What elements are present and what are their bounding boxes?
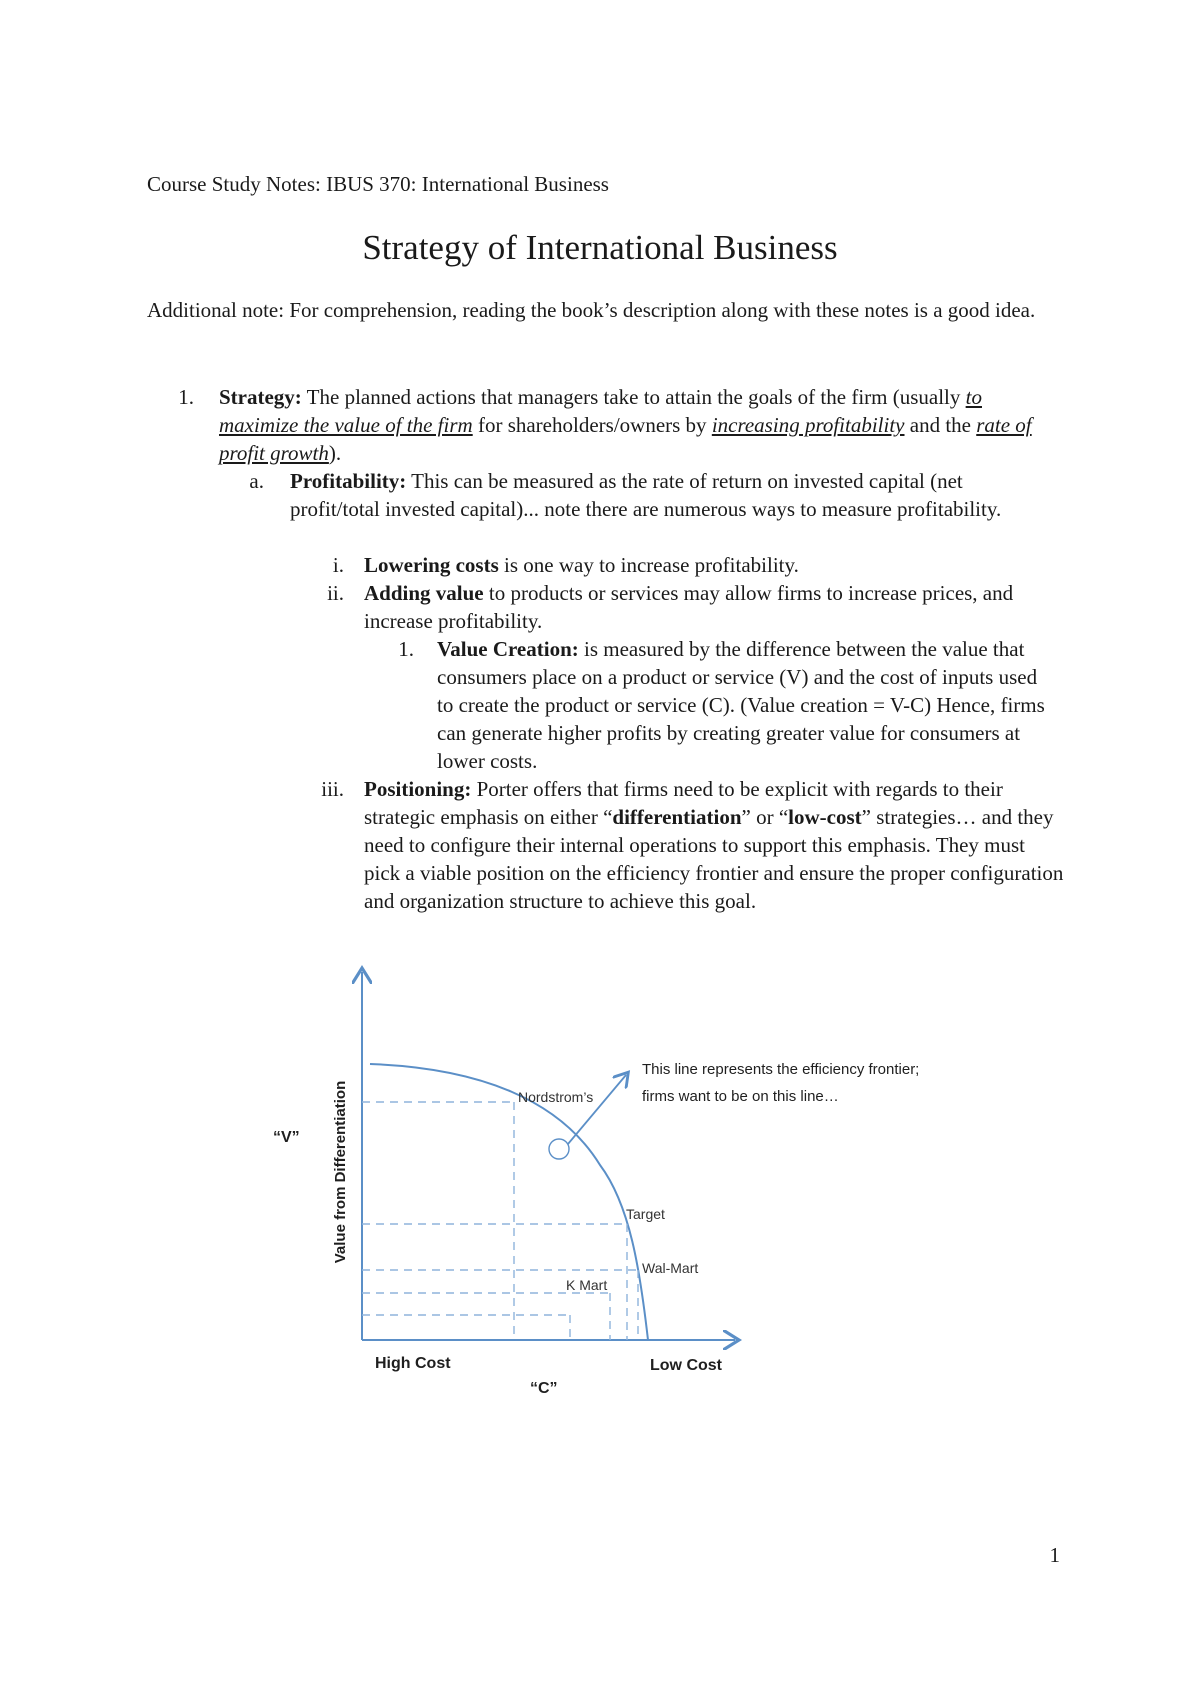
strategy-item: Strategy: The planned actions that managers take to attain the goals of the firm (usually to maximize the value of the firm for shareholders/owners by increasing profitability and the rate of profit growth).	[219, 385, 1032, 465]
adding-value-item: Adding value to products or services may allow firms to increase prices, and increase profitability.	[364, 581, 1014, 633]
list-marker: iii.	[321, 777, 344, 801]
high-cost-label: High Cost	[375, 1355, 451, 1372]
strategy-term: Strategy:	[219, 385, 302, 409]
additional-note: Additional note: For comprehension, reading the book’s description along with these notes is a good idea.	[147, 298, 1036, 322]
v-label: “V”	[273, 1129, 300, 1146]
annotation-arrow	[568, 1075, 626, 1144]
emphasis: increasing profitability	[711, 413, 905, 437]
low-cost-label: Low Cost	[650, 1357, 722, 1374]
adding-value-term: Adding value	[364, 581, 484, 605]
efficiency-frontier-diagram	[230, 960, 990, 1410]
value-creation-term: Value Creation:	[437, 637, 579, 661]
positioning-item: Positioning: Porter offers that firms need to be explicit with regards to their strategic emphasis on either “differentiation” or “low-cost” strategies… and they need to configure their internal operations to support this emphasis. They must pick a viable position on the efficiency frontier and ensure the proper configuration and organization structure to achieve this goal.	[364, 777, 1064, 913]
guide-lines	[362, 1102, 638, 1340]
lowering-costs-item: Lowering costs is one way to increase profitability.	[364, 553, 799, 577]
label-kmart: K Mart	[566, 1277, 608, 1293]
emphasis: to maximize the value of the firm	[219, 385, 982, 437]
list-marker: 1.	[178, 385, 194, 409]
label-target: Target	[626, 1206, 665, 1222]
label-walmart: Wal-Mart	[642, 1260, 699, 1276]
c-label: “C”	[530, 1380, 558, 1397]
page-title: Strategy of International Business	[362, 228, 838, 267]
diagram-canvas	[230, 960, 990, 1410]
page-number: 1	[1049, 1543, 1060, 1567]
label-nordstroms: Nordstrom’s	[518, 1089, 594, 1105]
value-creation-item: Value Creation: is measured by the difference between the value that consumers place on a product or service (V) and the cost of inputs used to create the product or service (C). (Value creation = V-C) Hence, firms can generate higher profits by creating greater value for consumers at lower costs.	[437, 637, 1045, 773]
list-marker: i.	[332, 553, 344, 577]
profitability-term: Profitability:	[290, 469, 407, 493]
annotation-line-1: This line represents the efficiency frontier;	[642, 1061, 920, 1078]
course-line: Course Study Notes: IBUS 370: International Business	[147, 172, 609, 196]
annotation-line-2: firms want to be on this line…	[642, 1088, 839, 1105]
y-axis-label: Value from Differentiation	[332, 1080, 349, 1264]
emphasis: rate of profit growth	[219, 413, 1032, 465]
profitability-item: Profitability: This can be measured as the rate of return on invested capital (net profit/total invested capital)... note there are numerous ways to measure profitability.	[290, 469, 1002, 521]
lowering-costs-term: Lowering costs	[364, 553, 499, 577]
list-marker: 1.	[398, 637, 414, 661]
list-marker: ii.	[327, 581, 344, 605]
list-marker: a.	[249, 469, 264, 493]
efficiency-frontier-curve	[370, 1064, 648, 1340]
frontier-point-circle	[549, 1139, 569, 1159]
positioning-term: Positioning:	[364, 777, 472, 801]
